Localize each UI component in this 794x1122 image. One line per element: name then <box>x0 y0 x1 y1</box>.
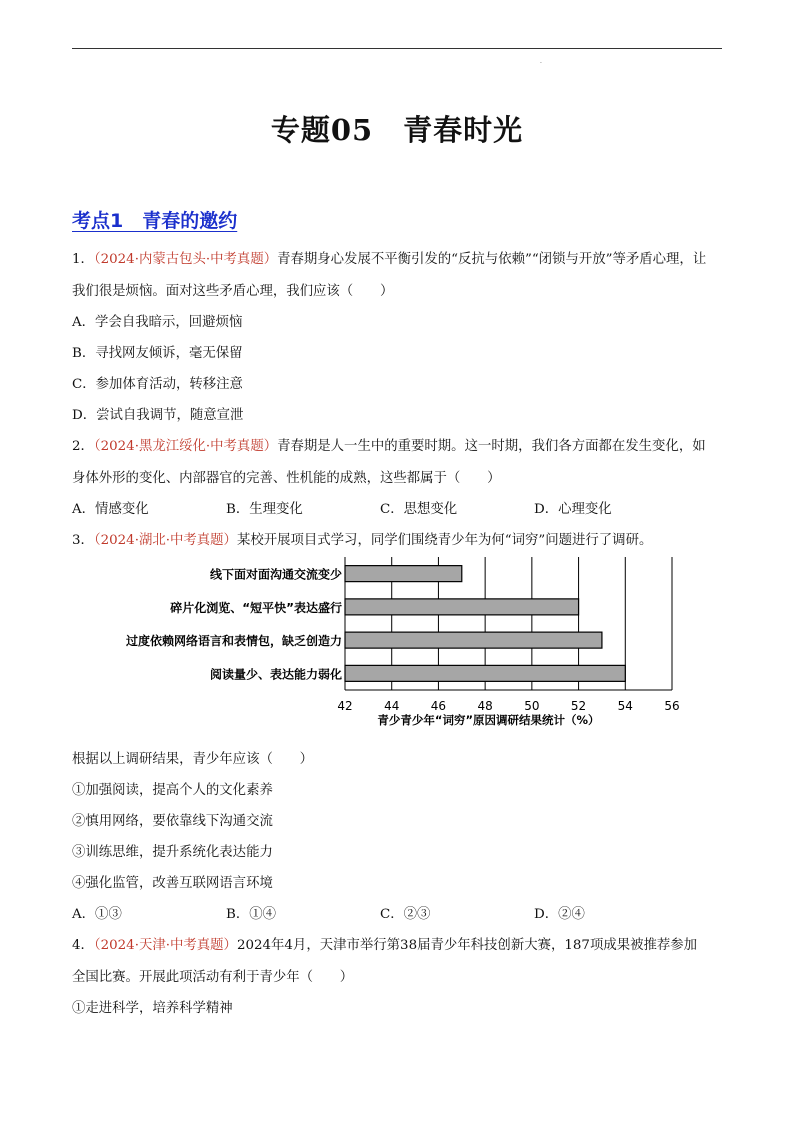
q1-stem-line2: 我们很是烦恼。面对这些矛盾心理，我们应该（ ） <box>72 284 394 299</box>
q3-item-2: ②慎用网络，要依靠线下沟通交流 <box>72 814 273 829</box>
survey-bar-chart <box>0 555 794 735</box>
q4-stem-line2: 全国比赛。开展此项活动有利于青少年（ ） <box>72 970 354 985</box>
q3-option-d: D．②④ <box>534 907 585 922</box>
bar <box>345 665 625 681</box>
q4-item-1: ①走进科学，培养科学精神 <box>72 1001 233 1016</box>
header-rule <box>72 48 722 49</box>
q2-option-b: B．生理变化 <box>226 502 303 517</box>
category-label: 碎片化浏览、“短平快”表达盛行 <box>170 600 342 615</box>
bar <box>345 599 579 615</box>
section-heading: 考点1 青春的邀约 <box>72 210 238 232</box>
q3-option-a: A．①③ <box>72 907 122 922</box>
category-label: 过度依赖网络语言和表情包，缺乏创造力 <box>125 634 342 649</box>
q4-stem-line1: 4．（2024·天津·中考真题）2024年4月，天津市举行第38届青少年科技创新大赛，187项成果被推荐参加 <box>72 938 698 953</box>
x-tick-label: 42 <box>337 699 353 713</box>
q1-option-d: D．尝试自我调节，随意宣泄 <box>72 408 244 423</box>
x-tick-label: 54 <box>617 699 633 713</box>
q3-stem-line1: 3．（2024·湖北·中考真题）某校开展项目式学习，同学们围绕青少年为何“词穷”问题进行了调研。 <box>72 533 653 548</box>
bar <box>345 566 462 582</box>
q3-item-4: ④强化监管，改善互联网语言环境 <box>72 876 273 891</box>
q1-option-c: C．参加体育活动，转移注意 <box>72 377 243 392</box>
category-label: 阅读量少、表达能力弱化 <box>209 667 342 682</box>
q3-source: （2024·湖北·中考真题） <box>93 533 237 548</box>
q2-option-a: A．情感变化 <box>72 502 149 517</box>
q2-option-d: D．心理变化 <box>534 502 612 517</box>
q4-source: （2024·天津·中考真题） <box>93 938 237 953</box>
q1-stem-line1: 1．（2024·内蒙古包头·中考真题）青春期身心发展不平衡引发的“反抗与依赖”“闭锁与开放”等矛盾心理，让 <box>72 252 707 267</box>
q2-stem-line1: 2．（2024·黑龙江绥化·中考真题）青春期是人一生中的重要时期。这一时期，我们各方面都在发生变化，如 <box>72 439 706 454</box>
q2-stem-line2: 身体外形的变化、内部器官的完善、性机能的成熟，这些都属于（ ） <box>72 471 501 486</box>
q3-option-c: C．②③ <box>380 907 431 922</box>
bar <box>345 632 602 648</box>
q1-source: （2024·内蒙古包头·中考真题） <box>93 252 278 267</box>
x-tick-label: 52 <box>570 699 587 713</box>
x-axis-label: 青少青少年“词穷”原因调研结果统计（%） <box>377 713 600 727</box>
q3-item-3: ③训练思维，提升系统化表达能力 <box>72 845 273 860</box>
x-tick-label: 44 <box>384 699 400 713</box>
q2-source: （2024·黑龙江绥化·中考真题） <box>93 439 278 454</box>
x-tick-label: 46 <box>430 699 447 713</box>
x-tick-label: 48 <box>477 699 493 713</box>
x-tick-label: 50 <box>524 699 540 713</box>
q1-option-a: A．学会自我暗示，回避烦恼 <box>72 315 243 330</box>
page-title: 专题05 青春时光 <box>270 113 524 147</box>
q3-option-b: B．①④ <box>226 907 277 922</box>
x-tick-label: 56 <box>664 699 680 713</box>
q3-item-1: ①加强阅读，提高个人的文化素养 <box>72 783 273 798</box>
header-mark: . <box>540 58 542 65</box>
category-label: 线下面对面沟通交流变少 <box>209 567 342 582</box>
q3-after-chart: 根据以上调研结果，青少年应该（ ） <box>72 752 314 767</box>
q2-option-c: C．思想变化 <box>380 502 458 517</box>
q1-option-b: B．寻找网友倾诉，毫无保留 <box>72 346 243 361</box>
